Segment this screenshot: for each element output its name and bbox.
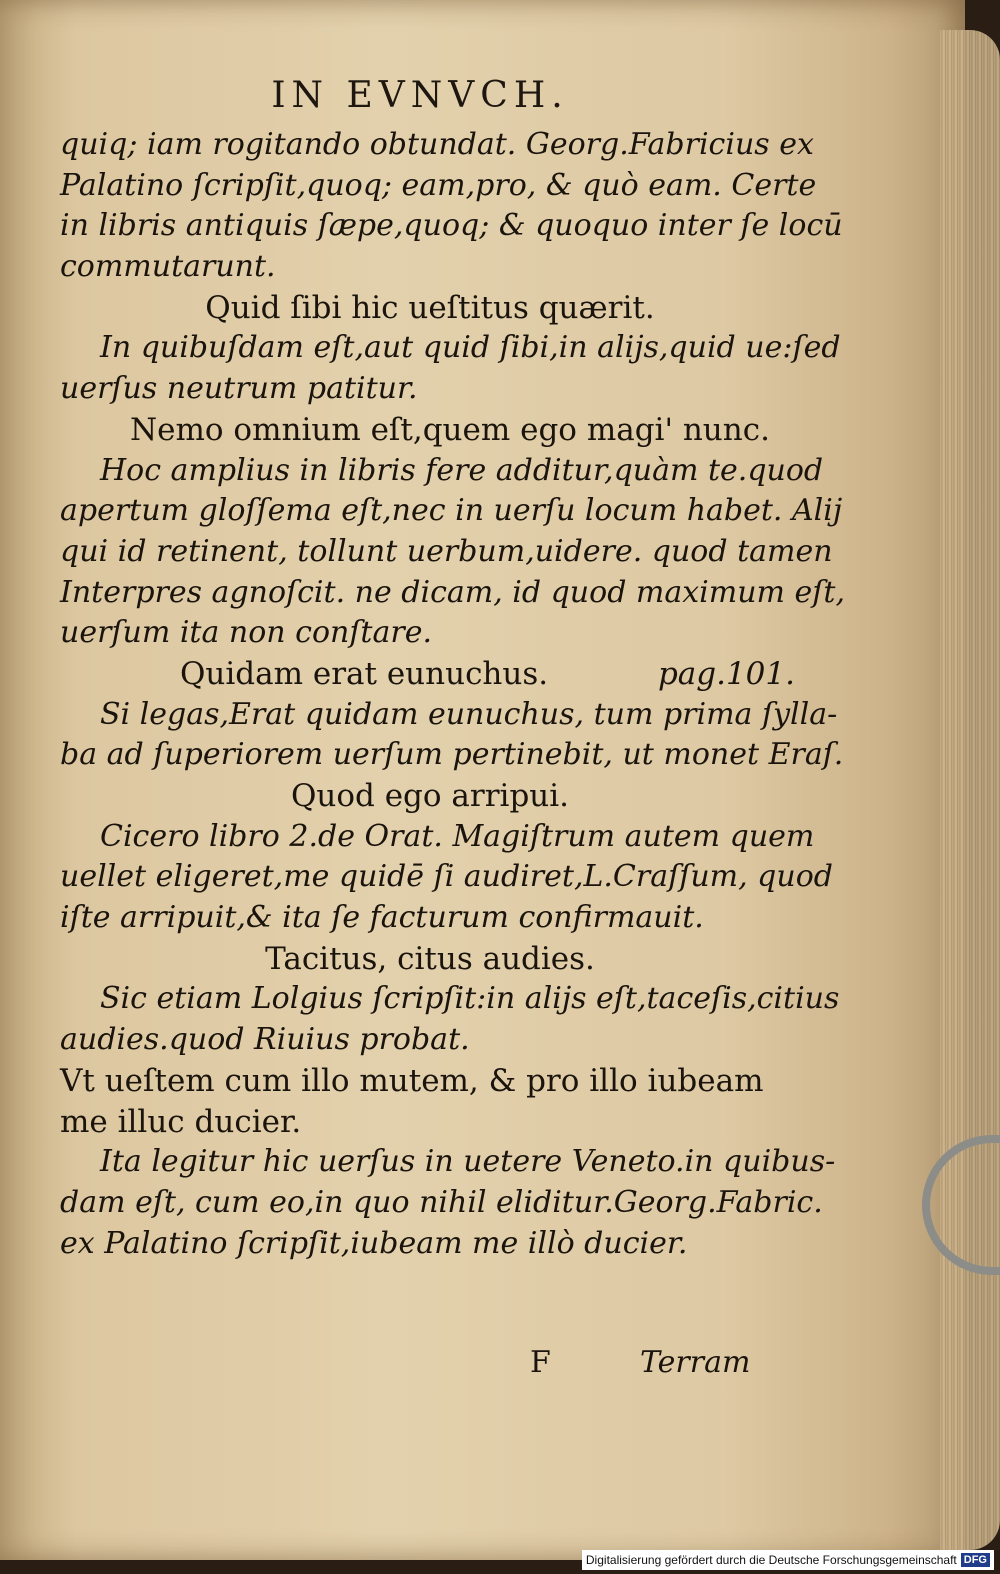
text-line: Cicero libro 2.de Orat. Magiſtrum autem quem	[100, 818, 815, 854]
text-line: Quid ſibi hic ueſtitus quærit.	[205, 289, 655, 326]
lemma-text: Quidam erat eunuchus.	[180, 655, 549, 692]
text-line: Palatino ſcripſit,quoq; eam,pro, & quò eam. Certe	[60, 167, 817, 203]
text-line: audies.quod Riuius probat.	[60, 1022, 470, 1058]
text-line: iſte arripuit,& ita ſe facturum confirmauit.	[60, 900, 704, 936]
text-line: ex Palatino ſcripſit,iubeam me illò ducier.	[60, 1225, 688, 1261]
text-line: commutarunt.	[60, 249, 276, 285]
text-line: in libris antiquis ſæpe,quoq; & quoquo inter ſe locū	[60, 208, 843, 244]
text-line: Quod ego arripui.	[290, 778, 570, 814]
credit-footer	[582, 1550, 994, 1570]
text-line: apertum gloſſema eſt,nec in uerſu locum habet. Alij	[60, 493, 843, 529]
text-line: Nemo omnium eſt,quem ego magi' nunc.	[130, 411, 770, 448]
main-text	[60, 125, 845, 1264]
text-line: ba ad ſuperiorem uerſum pertinebit, ut monet Eraſ.	[60, 737, 844, 773]
credit-text: Digitalisierung gefördert durch die Deutsche Forschungsgemeinschaft	[585, 1553, 957, 1567]
text-line: uerſum ita non conſtare.	[60, 615, 432, 651]
text-line: Tacitus, citus audies.	[265, 940, 595, 977]
text-line: Interpres agnoſcit. ne dicam, id quod maximum eſt,	[60, 574, 845, 610]
text-line	[60, 654, 800, 695]
text-line: uerſus neutrum patitur.	[60, 371, 418, 407]
text-line: quiq; iam rogitando obtundat. Georg.Fabricius ex	[60, 127, 814, 162]
catchword: Terram	[640, 1345, 751, 1380]
dfg-logo: DFG	[961, 1553, 990, 1567]
text-line: Hoc amplius in libris fere additur,quàm te.quod	[100, 452, 824, 488]
text-line: Sic etiam Lolgius ſcripſit:in alijs eſt,taceſis,citius	[100, 981, 840, 1017]
page-reference: pag.101.	[657, 655, 795, 692]
running-head: IN EVNVCH.	[271, 75, 569, 116]
text-line: dam eſt, cum eo,in quo nihil eliditur.Georg.Fabric.	[60, 1184, 823, 1220]
text-line: Vt ueſtem cum illo mutem, & pro illo iubeam	[60, 1062, 764, 1099]
text-line: qui id retinent, tollunt uerbum,uidere. quod tamen	[60, 533, 833, 569]
text-line: Si legas,Erat quidam eunuchus, tum prima ſylla-	[100, 696, 838, 732]
text-line: Ita legitur hic uerſus in uetere Veneto.in quibus-	[100, 1144, 836, 1180]
text-line: In quibuſdam eſt,aut quid ſibi,in alijs,quid ue:ſed	[100, 330, 841, 366]
signature-mark: F	[530, 1345, 551, 1380]
page-edges	[940, 30, 1000, 1550]
text-line: uellet eligeret,me quidē ſi audiret,L.Craſſum, quod	[60, 859, 833, 895]
text-line: me illuc ducier.	[60, 1103, 302, 1140]
